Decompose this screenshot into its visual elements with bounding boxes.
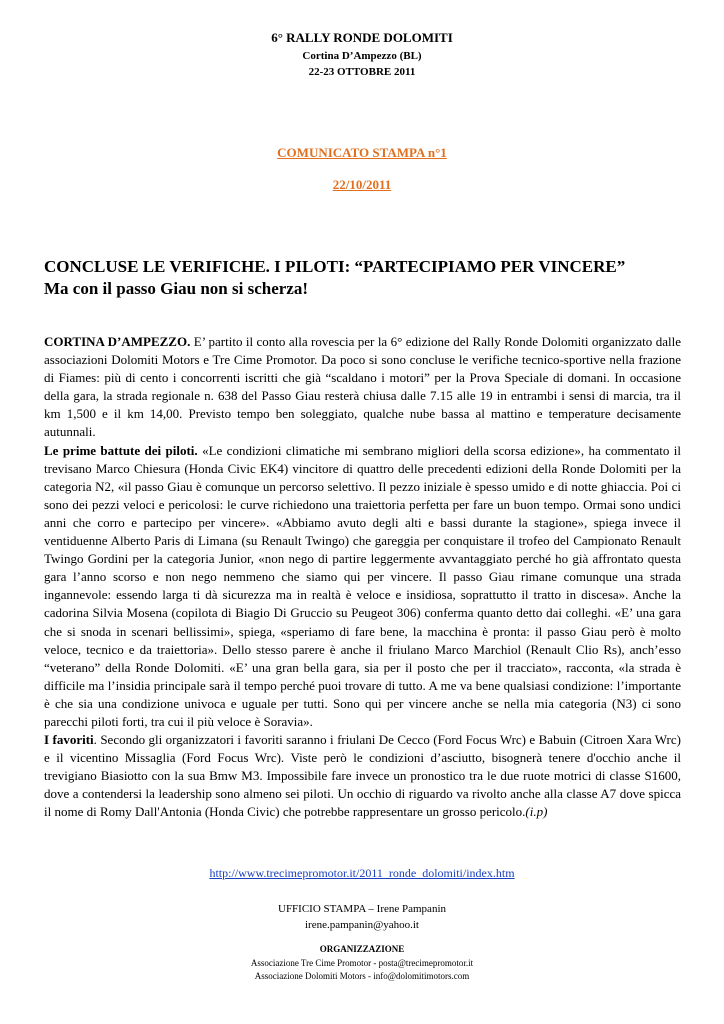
press-office: UFFICIO STAMPA – Irene Pampanin — [278, 903, 446, 915]
organization-tre-cime: Associazione Tre Cime Promotor - posta@trecimepromotor.it — [250, 958, 474, 968]
paragraph-intro — [44, 333, 681, 442]
organization-heading: ORGANIZZAZIONE — [319, 944, 405, 954]
press-office-email: irene.pampanin@yahoo.it — [305, 919, 419, 931]
headline-subtitle: Ma con il passo Giau non si scherza! — [44, 279, 308, 298]
organization-dolomiti-motors: Associazione Dolomiti Motors - info@dolomitimotors.com — [254, 971, 470, 981]
paragraph-favorites-text: . Secondo gli organizzatori i favoriti saranno i friulani De Cecco (Ford Focus Wrc) e Babuin (Citroen Xara Wrc) e il vicentino Missaglia (Ford Focus Wrc). Viste però le condizioni d’asciutto, bisognerà tenere d'occhio anche il trevigiano Biasiotto con la sua Bmw M3. Impossibile fare invece un pronostico tra le due ruote motrici di classe S1600, dove a contendersi la leadership sono almeno sei piloti. Un occhio di riguardo va rivolto anche alla classe A7 dove spicca il nome di Romy Dall'Antonia (Honda Civic) che potrebbe rappresentare un grosso pericolo. — [44, 732, 681, 820]
paragraph-drivers-text: «Le condizioni climatiche mi sembrano migliori della scorsa edizione», ha commentato il trevisano Marco Chiesura (Honda Civic EK4) vincitore di quattro delle precedenti edizioni della Ronde Dolomiti per la categoria N2, «il passo Giau è comunque un percorso selettivo. Il pezzo iniziale è spesso umido e di notte ghiaccia. Poi ci sono dei pezzi veloci e pericolosi: le curve richiedono una traiettoria perfetta per fare un buon tempo. Ormai sono undici anni che corro e partecipo per vincere». «Abbiamo avuto degli alti e bassi durante la stagione», spiega invece il ventiduenne Alberto Paris di Limana (su Renault Twingo) che gareggia per conquistare il trofeo del Campionato Renault Twingo Gordini per la categoria Junior, «non nego di partire leggermente avvantaggiato perché ho già affrontato questa gara l’anno scorso e non nego nemmeno che siamo qui per vincere. Il passo Giau rimane comunque una strada ingannevole: essendo larga ti dà sicurezza ma in realtà è veloce e insidiosa, soprattutto il tratto in discesa». Anche la cadorina Silvia Mosena (copilota di Biagio Di Gruccio su Peugeot 306) conferma quanto detto dai colleghi. «E’ una gara che si snoda in scenari bellissimi», spiega, «speriamo di fare bene, la macchina è pronta: il passo Giau però è molto veloce, tecnico e da traiettoria». Dello stesso parere è anche il friulano Marco Marchiol (Renault Clio Rs), anch’esso “veterano” della Ronde Dolomiti. «E’ una gran bella gara, sia per il posto che per il tracciato», racconta, «la strada è difficile ma l’insidia principale sarà il tempo perché puoi trovare di tutto. A me va bene qualsiasi condizione: l’importante è che sia una condizione univoca e uguale per tutti. Sono qui per vincere anche se nella mia categoria (N3) ci sono parecchi piloti forti, tra cui il più veloce è Soravia». — [44, 442, 681, 729]
author-initials: (i.p) — [525, 804, 548, 820]
press-release-label: COMUNICATO STAMPA n°1 — [277, 145, 447, 160]
event-title: 6° RALLY RONDE DOLOMITI — [271, 30, 453, 45]
paragraph-drivers-lead: Le prime battute dei piloti. — [44, 442, 198, 458]
headline-title: CONCLUSE LE VERIFICHE. I PILOTI: “PARTECIPIAMO PER VINCERE” — [44, 257, 626, 276]
paragraph-intro-text: E’ partito il conto alla rovescia per la 6° edizione del Rally Ronde Dolomiti organizzato dalle associazioni Dolomiti Motors e Tre Cime Promotor. Da poco si sono concluse le verifiche tecnico-sportive nella frazione di Fiames: più di cento i concorrenti iscritti che già “scaldano i motori” per la Prova Speciale di domani. In occasione della gara, la strada regionale n. 638 del Passo Giau resterà chiusa dalle 7.15 alle 19 in entrambi i sensi di marcia, tra il km 1,500 e il km 14,00. Previsto tempo ben soleggiato, qualche nube bassa al mattino e temperature decisamente autunnali. — [44, 334, 681, 440]
press-release-date: 22/10/2011 — [332, 177, 392, 192]
event-location: Cortina D’Ampezzo (BL) — [302, 50, 422, 62]
article-body — [44, 333, 681, 822]
paragraph-favorites — [44, 731, 681, 821]
event-dates: 22-23 OTTOBRE 2011 — [308, 66, 416, 78]
paragraph-intro-lead: CORTINA D’AMPEZZO. — [44, 334, 191, 349]
event-website-link[interactable]: http://www.trecimepromotor.it/2011_ronde_dolomiti/index.htm — [209, 866, 515, 880]
paragraph-favorites-lead: I favoriti — [44, 732, 94, 748]
paragraph-drivers — [44, 442, 681, 732]
